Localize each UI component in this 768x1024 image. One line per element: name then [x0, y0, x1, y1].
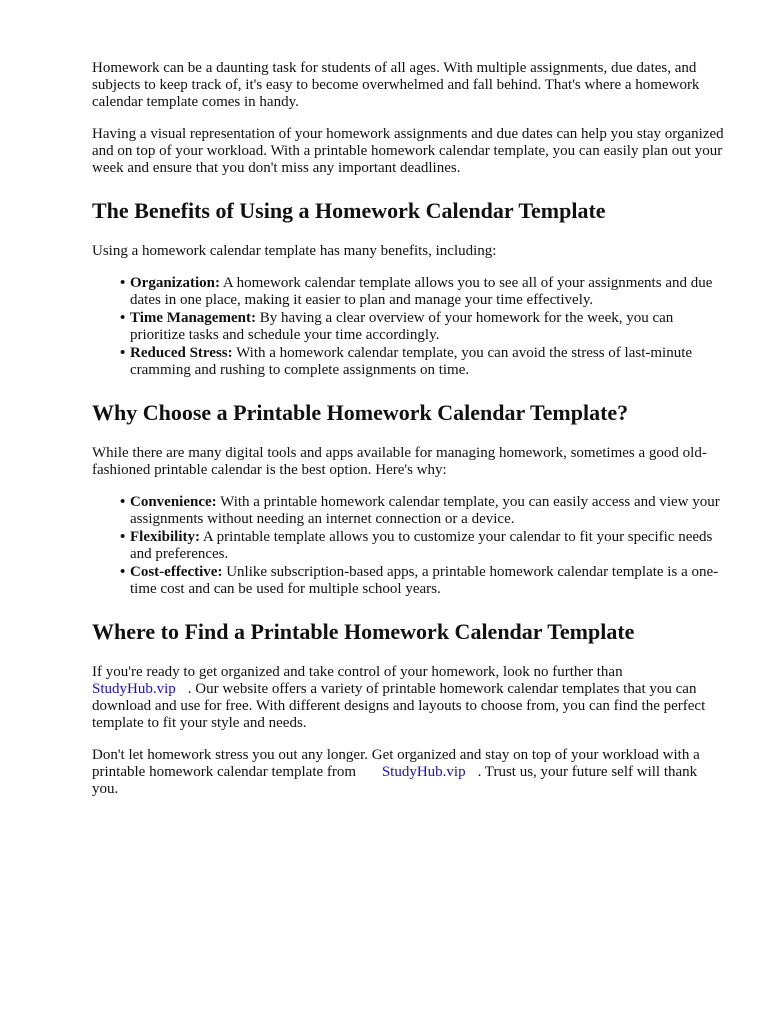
why-heading: Why Choose a Printable Homework Calendar Template? [92, 400, 629, 425]
where-p1-after: . Our website offers a variety of printable homework calendar templates that you can download and use for free. With different designs and layouts to choose from, you can find the perfect template to fit your style and needs. [92, 681, 706, 731]
where-p1-before: If you're ready to get organized and take control of your homework, look no further than [92, 664, 623, 680]
where-p2-after: . Trust us, your future self will thank you. [92, 764, 698, 797]
benefits-intro: Using a homework calendar template has many benefits, including: [92, 243, 497, 259]
list-item-text: With a printable homework calendar template, you can easily access and view your assignments without needing an internet connection or a device. [130, 494, 720, 527]
studyhub-link[interactable]: StudyHub.vip [381, 764, 466, 780]
list-item [120, 310, 724, 344]
list-item [120, 564, 724, 598]
benefits-heading: The Benefits of Using a Homework Calendar Template [92, 198, 606, 223]
why-list [92, 494, 724, 598]
intro-paragraph-2: Having a visual representation of your homework assignments and due dates can help you stay organized and on top of your workload. With a printable homework calendar template, you can easily plan out your week and ensure that you don't miss any important deadlines. [92, 126, 724, 176]
list-item [120, 275, 724, 309]
benefits-list [92, 275, 724, 379]
where-p2-before: Don't let homework stress you out any longer. Get organized and stay on top of your workload with a printable homework calendar template from [92, 747, 700, 780]
bullet-icon: • [120, 275, 126, 291]
where-paragraph-1 [92, 664, 724, 732]
list-item-term: Cost-effective: [130, 564, 223, 580]
bullet-icon: • [120, 494, 126, 510]
list-item-text: Unlike subscription-based apps, a printable homework calendar template is a one-time cost and can be used for multiple school years. [130, 564, 719, 597]
where-heading: Where to Find a Printable Homework Calendar Template [92, 619, 635, 644]
why-intro: While there are many digital tools and apps available for managing homework, sometimes a good old-fashioned printable calendar is the best option. Here's why: [92, 445, 707, 478]
list-item [120, 494, 724, 528]
list-item-text: A homework calendar template allows you to see all of your assignments and due dates in one place, making it easier to plan and manage your time effectively. [130, 275, 713, 308]
bullet-icon: • [120, 529, 126, 545]
list-item-text: By having a clear overview of your homework for the week, you can prioritize tasks and schedule your time accordingly. [130, 310, 674, 343]
bullet-icon: • [120, 310, 126, 326]
list-item-term: Time Management: [130, 310, 256, 326]
list-item-term: Organization: [130, 275, 220, 291]
list-item-term: Reduced Stress: [130, 345, 233, 361]
list-item-text: With a homework calendar template, you can avoid the stress of last-minute cramming and rushing to complete assignments on time. [130, 345, 693, 378]
document-body [92, 60, 724, 813]
list-item [120, 529, 724, 563]
intro-paragraph-1: Homework can be a daunting task for students of all ages. With multiple assignments, due dates, and subjects to keep track of, it's easy to become overwhelmed and fall behind. That's where a homework calendar template comes in handy. [92, 60, 700, 110]
list-item [120, 345, 724, 379]
where-paragraph-2 [92, 747, 724, 798]
studyhub-link[interactable]: StudyHub.vip [92, 681, 176, 697]
bullet-icon: • [120, 345, 126, 361]
list-item-text: A printable template allows you to customize your calendar to fit your specific needs and preferences. [130, 529, 713, 562]
list-item-term: Flexibility: [130, 529, 200, 545]
list-item-term: Convenience: [130, 494, 217, 510]
bullet-icon: • [120, 564, 126, 580]
